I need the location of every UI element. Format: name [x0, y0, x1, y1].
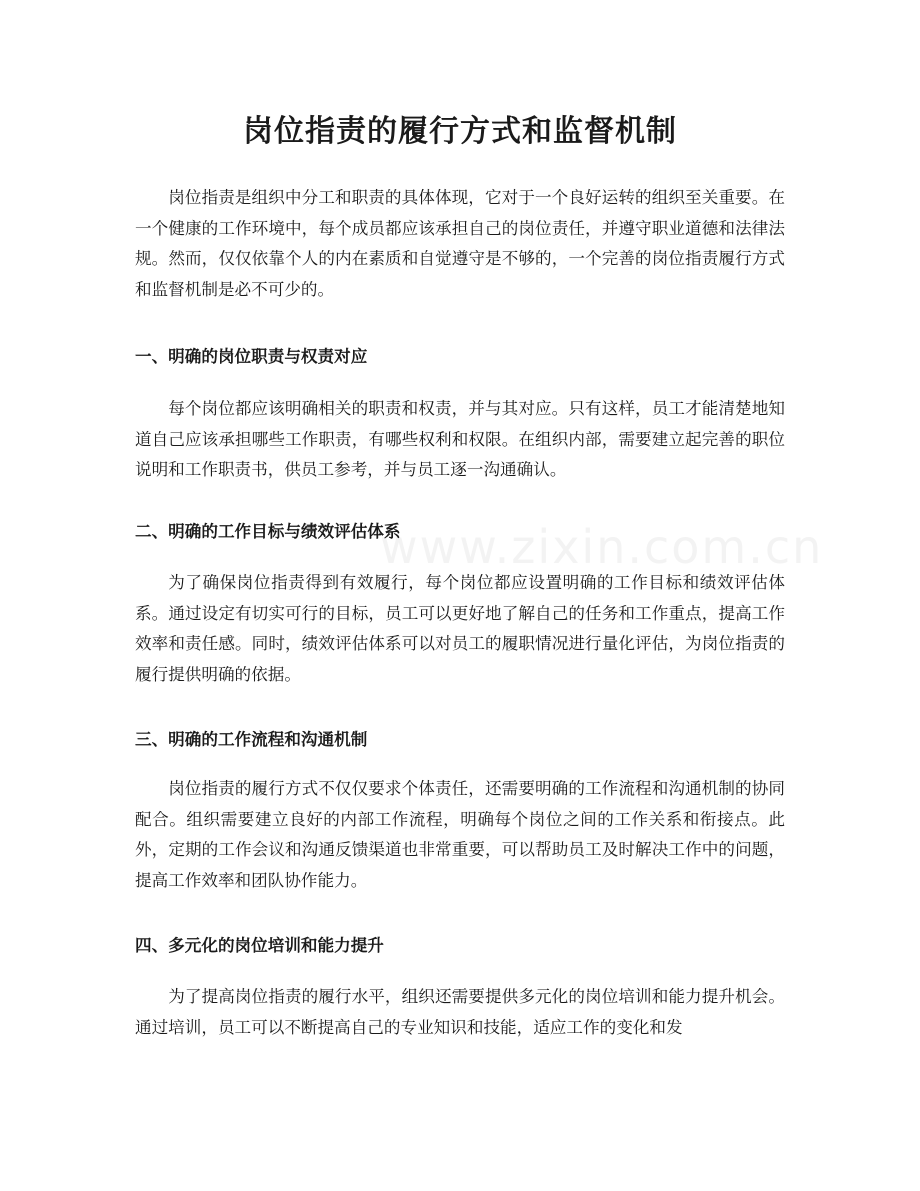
section-body-4: 为了提高岗位指责的履行水平，组织还需要提供多元化的岗位培训和能力提升机会。通过培训，员工可以不断提高自己的专业知识和技能，适应工作的变化和发: [135, 987, 785, 1037]
section-heading-2: 二、明确的工作目标与绩效评估体系: [135, 522, 401, 541]
section-body-1: 每个岗位都应该明确相关的职责和权责，并与其对应。只有这样，员工才能清楚地知道自己应该承担哪些工作职责，有哪些权利和权限。在组织内部，需要建立起完善的职位说明和工作职责书，供员工参考，并与员工逐一沟通确认。: [135, 399, 785, 479]
watermark: www.zixin.com.cn: [380, 520, 824, 574]
section-body-3: 岗位指责的履行方式不仅仅要求个体责任，还需要明确的工作流程和沟通机制的协同配合。组织需要建立良好的内部工作流程，明确每个岗位之间的工作关系和衔接点。此外，定期的工作会议和沟通反馈渠道也非常重要，可以帮助员工及时解决工作中的问题，提高工作效率和团队协作能力。: [135, 779, 785, 890]
section-heading-1: 一、明确的岗位职责与权责对应: [135, 347, 368, 366]
intro-paragraph: 岗位指责是组织中分工和职责的具体体现，它对于一个良好运转的组织至关重要。在一个健康的工作环境中，每个成员都应该承担自己的岗位责任，并遵守职业道德和法律法规。然而，仅仅依靠个人的内在素质和自觉遵守是不够的，一个完善的岗位指责履行方式和监督机制是必不可少的。: [135, 188, 785, 299]
section-heading-4: 四、多元化的岗位培训和能力提升: [135, 936, 384, 955]
section-heading-3: 三、明确的工作流程和沟通机制: [135, 730, 368, 749]
section-body-2: 为了确保岗位指责得到有效履行，每个岗位都应设置明确的工作目标和绩效评估体系。通过设定有切实可行的目标，员工可以更好地了解自己的任务和工作重点，提高工作效率和责任感。同时，绩效评估体系可以对员工的履职情况进行量化评估，为岗位指责的履行提供明确的依据。: [135, 573, 785, 684]
document-title: 岗位指责的履行方式和监督机制: [243, 114, 677, 149]
